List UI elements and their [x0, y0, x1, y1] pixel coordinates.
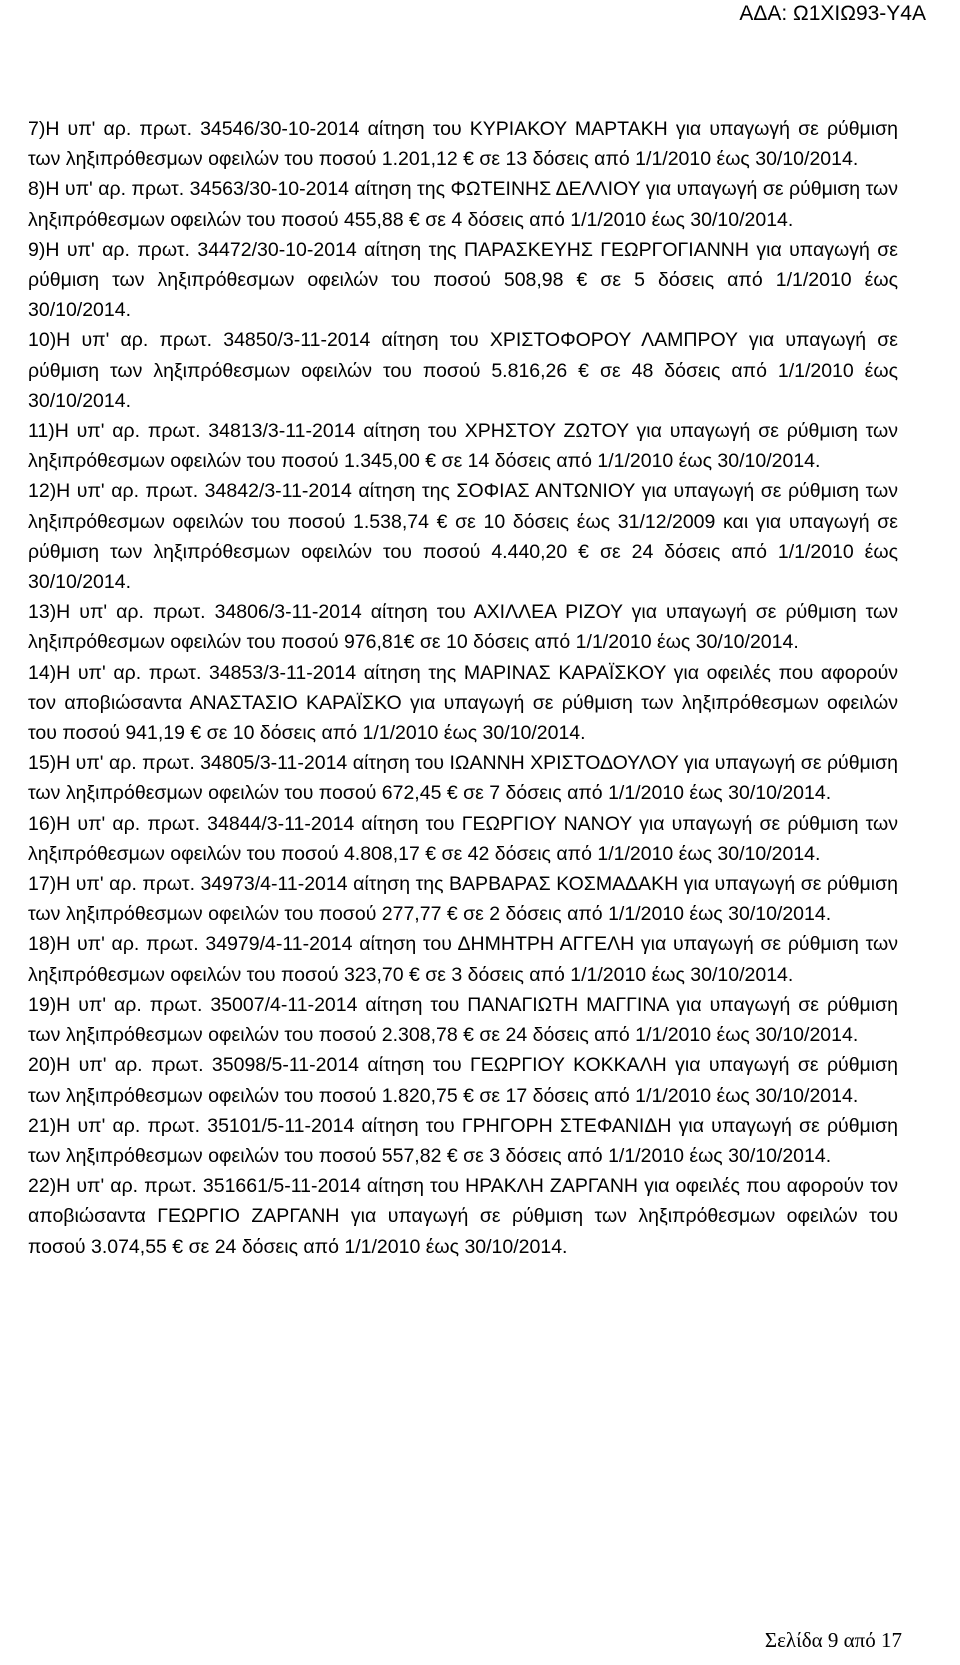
list-item: 15)Η υπ' αρ. πρωτ. 34805/3-11-2014 αίτηση του ΙΩΑΝΝΗ ΧΡΙΣΤΟΔΟΥΛΟΥ για υπαγωγή σε ρύθμιση των ληξιπρόθεσμων οφειλών του ποσού 672,45 € σε 7 δόσεις από 1/1/2010 έως 30/10/2014. — [28, 752, 898, 805]
document-body — [28, 114, 898, 1262]
ada-code: ΑΔΑ: Ω1ΧΙΩ93-Υ4Α — [739, 2, 926, 25]
list-item: 11)Η υπ' αρ. πρωτ. 34813/3-11-2014 αίτηση του ΧΡΗΣΤΟΥ ΖΩΤΟΥ για υπαγωγή σε ρύθμιση των ληξιπρόθεσμων οφειλών του ποσού 1.345,00 € σε 14 δόσεις από 1/1/2010 έως 30/10/2014. — [28, 420, 898, 473]
list-item: 13)Η υπ' αρ. πρωτ. 34806/3-11-2014 αίτηση του ΑΧΙΛΛΕΑ ΡΙΖΟΥ για υπαγωγή σε ρύθμιση των ληξιπρόθεσμων οφειλών του ποσού 976,81€ σε 10 δόσεις από 1/1/2010 έως 30/10/2014. — [28, 601, 898, 654]
list-item: 22)Η υπ' αρ. πρωτ. 351661/5-11-2014 αίτηση του ΗΡΑΚΛΗ ΖΑΡΓΑΝΗ για οφειλές που αφορούν τον αποβιώσαντα ΓΕΩΡΓΙΟ ΖΑΡΓΑΝΗ για υπαγωγή σε ρύθμιση των ληξιπρόθεσμων οφειλών του ποσού 3.074,55 € σε 24 δόσεις από 1/1/2010 έως 30/10/2014. — [28, 1175, 898, 1258]
list-item: 14)Η υπ' αρ. πρωτ. 34853/3-11-2014 αίτηση της ΜΑΡΙΝΑΣ ΚΑΡΑΪΣΚΟΥ για οφειλές που αφορούν τον αποβιώσαντα ΑΝΑΣΤΑΣΙΟ ΚΑΡΑΪΣΚΟ για υπαγωγή σε ρύθμιση των ληξιπρόθεσμων οφειλών του ποσού 941,19 € σε 10 δόσεις από 1/1/2010 έως 30/10/2014. — [28, 661, 898, 745]
list-item: 7)Η υπ' αρ. πρωτ. 34546/30-10-2014 αίτηση του ΚΥΡΙΑΚΟΥ ΜΑΡΤΑΚΗ για υπαγωγή σε ρύθμιση των ληξιπρόθεσμων οφειλών του ποσού 1.201,12 € σε 13 δόσεις από 1/1/2010 έως 30/10/2014. — [28, 118, 898, 171]
list-item: 19)Η υπ' αρ. πρωτ. 35007/4-11-2014 αίτηση του ΠΑΝΑΓΙΩΤΗ ΜΑΓΓΙΝΑ για υπαγωγή σε ρύθμιση των ληξιπρόθεσμων οφειλών του ποσού 2.308,78 € σε 24 δόσεις από 1/1/2010 έως 30/10/2014. — [28, 993, 898, 1047]
list-item: 16)Η υπ' αρ. πρωτ. 34844/3-11-2014 αίτηση του ΓΕΩΡΓΙΟΥ ΝΑΝΟΥ για υπαγωγή σε ρύθμιση των ληξιπρόθεσμων οφειλών του ποσού 4.808,17 € σε 42 δόσεις από 1/1/2010 έως 30/10/2014. — [28, 812, 898, 865]
list-item: 8)Η υπ' αρ. πρωτ. 34563/30-10-2014 αίτηση της ΦΩΤΕΙΝΗΣ ΔΕΛΛΙΟΥ για υπαγωγή σε ρύθμιση των ληξιπρόθεσμων οφειλών του ποσού 455,88 € σε 4 δόσεις από 1/1/2010 έως 30/10/2014. — [28, 178, 898, 231]
page-number: Σελίδα 9 από 17 — [764, 1628, 902, 1652]
list-item: 17)Η υπ' αρ. πρωτ. 34973/4-11-2014 αίτηση της ΒΑΡΒΑΡΑΣ ΚΟΣΜΑΔΑΚΗ για υπαγωγή σε ρύθμιση των ληξιπρόθεσμων οφειλών του ποσού 277,77 € σε 2 δόσεις από 1/1/2010 έως 30/10/2014. — [28, 873, 898, 926]
list-item: 12)Η υπ' αρ. πρωτ. 34842/3-11-2014 αίτηση της ΣΟΦΙΑΣ ΑΝΤΩΝΙΟΥ για υπαγωγή σε ρύθμιση των ληξιπρόθεσμων οφειλών του ποσού 1.538,74 € σε 10 δόσεις έως 31/12/2009 και για υπαγωγή σε ρύθμιση των ληξιπρόθεσμων οφειλών του ποσού 4.440,20 € σε 24 δόσεις από 1/1/2010 έως 30/10/2014. — [28, 480, 898, 594]
list-item: 9)Η υπ' αρ. πρωτ. 34472/30-10-2014 αίτηση της ΠΑΡΑΣΚΕΥΗΣ ΓΕΩΡΓΟΓΙΑΝΝΗ για υπαγωγή σε ρύθμιση των ληξιπρόθεσμων οφειλών του ποσού 508,98 € σε 5 δόσεις από 1/1/2010 έως 30/10/2014. — [28, 238, 898, 322]
list-item: 20)Η υπ' αρ. πρωτ. 35098/5-11-2014 αίτηση του ΓΕΩΡΓΙΟΥ ΚΟΚΚΑΛΗ για υπαγωγή σε ρύθμιση των ληξιπρόθεσμων οφειλών του ποσού 1.820,75 € σε 17 δόσεις από 1/1/2010 έως 30/10/2014. — [28, 1054, 898, 1107]
list-item: 21)Η υπ' αρ. πρωτ. 35101/5-11-2014 αίτηση του ΓΡΗΓΟΡΗ ΣΤΕΦΑΝΙΔΗ για υπαγωγή σε ρύθμιση των ληξιπρόθεσμων οφειλών του ποσού 557,82 € σε 3 δόσεις από 1/1/2010 έως 30/10/2014. — [28, 1114, 898, 1167]
list-item: 10)Η υπ' αρ. πρωτ. 34850/3-11-2014 αίτηση του ΧΡΙΣΤΟΦΟΡΟΥ ΛΑΜΠΡΟΥ για υπαγωγή σε ρύθμιση των ληξιπρόθεσμων οφειλών του ποσού 5.816,26 € σε 48 δόσεις από 1/1/2010 έως 30/10/2014. — [28, 329, 898, 412]
list-item: 18)Η υπ' αρ. πρωτ. 34979/4-11-2014 αίτηση του ΔΗΜΗΤΡΗ ΑΓΓΕΛΗ για υπαγωγή σε ρύθμιση των ληξιπρόθεσμων οφειλών του ποσού 323,70 € σε 3 δόσεις από 1/1/2010 έως 30/10/2014. — [28, 933, 898, 986]
